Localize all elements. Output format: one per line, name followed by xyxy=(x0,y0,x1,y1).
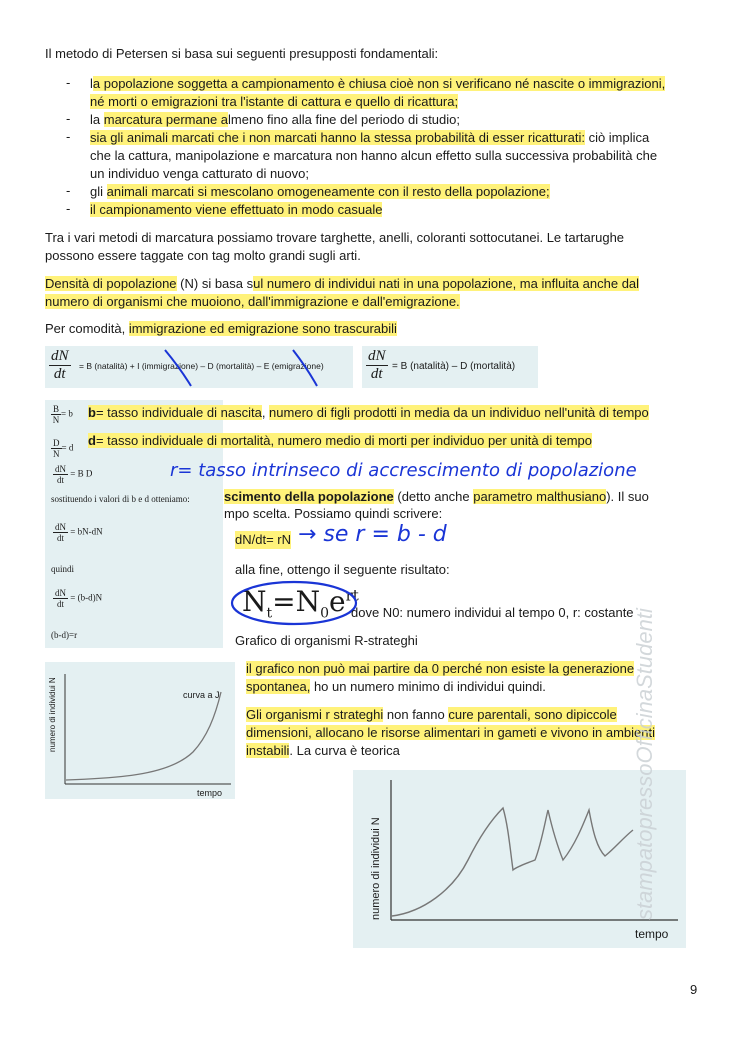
bullet-3-line-3: un individuo venga catturato di nuovo; xyxy=(90,166,309,181)
para-marcatura-line-2: possono essere taggate con tag molto grandi sugli arti. xyxy=(45,248,361,263)
equation-full-body: = B (natalità) + I (immigrazione) – D (mortalità) – E (emigrazione) xyxy=(79,361,324,371)
bullet-dash-1: - xyxy=(66,75,71,90)
equation-full-box xyxy=(45,346,353,388)
sostituendo-text: sostituendo i valori di b e d otteniamo: xyxy=(51,494,190,504)
d-over-n: $\frac{D}{N}$ = d xyxy=(53,438,74,459)
bullet-3-line-1: sia gli animali marcati che i non marcati hanno la stessa probabilità di esser ricatturati: ciò implica xyxy=(90,130,650,145)
j-curve-line xyxy=(66,692,221,780)
equation-simplified-fraction: $\frac{dN}{dt}$ xyxy=(368,348,386,382)
growth-line-2: mpo scelta. Possiamo quindi scrivere: xyxy=(224,506,443,521)
eq-bn-dn: $\frac{dN}{dt}$ = bN-dN xyxy=(55,522,103,543)
eq-bdn: $\frac{dN}{dt}$ = (b-d)N xyxy=(55,588,103,609)
bullet-5: il campionamento viene effettuato in modo casuale xyxy=(90,202,383,217)
growth-line-1: scimento della popolazione (detto anche parametro malthusiano). Il suo xyxy=(224,489,649,504)
bullet-dash-4: - xyxy=(66,183,71,198)
bullet-4: gli animali marcati si mescolano omogeneamente con il resto della popolazione; xyxy=(90,184,550,199)
def-d: d= tasso individuale di mortalità, numero medio di morti per individuo per unità di tempo xyxy=(88,433,593,448)
j-curve-chart xyxy=(45,662,235,799)
note-2-line-3: instabili. La curva è teorica xyxy=(246,743,400,758)
bullet-2: la marcatura permane almeno fino alla fine del periodo di studio; xyxy=(90,112,460,127)
equation-simplified-body: = B (natalità) – D (mortalità) xyxy=(392,361,516,372)
note-2-line-2: dimensioni, allocano le risorse alimentari in gameti e vivono in ambienti xyxy=(246,725,655,740)
note-1-line-1: il grafico non può mai partire da 0 perché non esiste la generazione xyxy=(246,661,635,676)
para-densita-line-2: numero di organismi che muoiono, dall'immigrazione e dall'emigrazione. xyxy=(45,294,460,309)
growth-line-3: alla fine, ottengo il seguente risultato: xyxy=(235,562,450,577)
exponential-formula: $N_t=N_0e^{rt}$ xyxy=(242,585,359,622)
para-densita-line-1: Densità di popolazione (N) si basa sul numero di individui nati in una popolazione, ma influita anche dal xyxy=(45,276,640,291)
bullet-1-line-2: né morti o emigrazioni tra l'istante di cattura e quello di ricattura; xyxy=(90,94,459,109)
intro-text: Il metodo di Petersen si basa sui seguenti presupposti fondamentali: xyxy=(45,46,439,61)
j-curve-label: curva a J xyxy=(183,690,220,700)
note-1-line-2: spontanea, ho un numero minimo di individui quindi. xyxy=(246,679,546,694)
r-chart-xlabel: tempo xyxy=(635,927,669,941)
bullet-dash-2: - xyxy=(66,111,71,126)
formula-circle xyxy=(228,578,364,628)
dove-text: dove N0: numero individui al tempo 0, r: costante xyxy=(351,605,634,620)
r-chart-curve xyxy=(392,808,633,916)
para-comodita: Per comodità, immigrazione ed emigrazione sono trascurabili xyxy=(45,321,397,336)
equation-simplified-box xyxy=(362,346,538,388)
equation-full-fraction: $\frac{dN}{dt}$ xyxy=(51,348,69,382)
bd-equals-r: (b-d)=r xyxy=(51,630,78,640)
j-curve-ylabel: numero di individui N xyxy=(48,677,57,752)
dn-dt-bd: $\frac{dN}{dt}$ = B D xyxy=(55,464,93,485)
bullet-dash-5: - xyxy=(66,201,71,216)
page-number: 9 xyxy=(690,982,698,997)
strike-marks xyxy=(45,346,353,388)
r-chart-ylabel: numero di individui N xyxy=(370,817,382,920)
grafico-title: Grafico di organismi R-strateghi xyxy=(235,633,418,648)
note-2-line-1: Gli organismi r strateghi non fanno cure parentali, sono dipiccole xyxy=(246,707,617,722)
bullet-1-line-1: la popolazione soggetta a campionamento è chiusa cioè non si verificano né nascite o immigrazioni, xyxy=(90,76,666,91)
handwritten-r-definition: r= tasso intrinseco di accrescimento di popolazione xyxy=(170,460,637,481)
b-over-n: $\frac{B}{N}$ = b xyxy=(52,404,73,425)
bullet-3-line-2: che la cattura, manipolazione e marcatura non hanno alcun effetto sulla successiva probabilità che xyxy=(90,148,658,163)
para-marcatura-line-1: Tra i vari metodi di marcatura possiamo trovare targhette, anelli, coloranti sottocutanei. Le tartarughe xyxy=(45,230,625,245)
def-b: b= tasso individuale di nascita, numero di figli prodotti in media da un individuo nell'unità di tempo xyxy=(88,405,649,420)
eq-dn-dt-rn: dN/dt= rN xyxy=(235,532,291,547)
j-curve-xlabel: tempo xyxy=(197,788,223,798)
watermark: stampatopressoOfficinaStudenti xyxy=(632,608,657,920)
handwritten-se-r: → se r = b - d xyxy=(298,522,447,547)
bullet-dash-3: - xyxy=(66,129,71,144)
quindi-text: quindi xyxy=(51,564,75,574)
